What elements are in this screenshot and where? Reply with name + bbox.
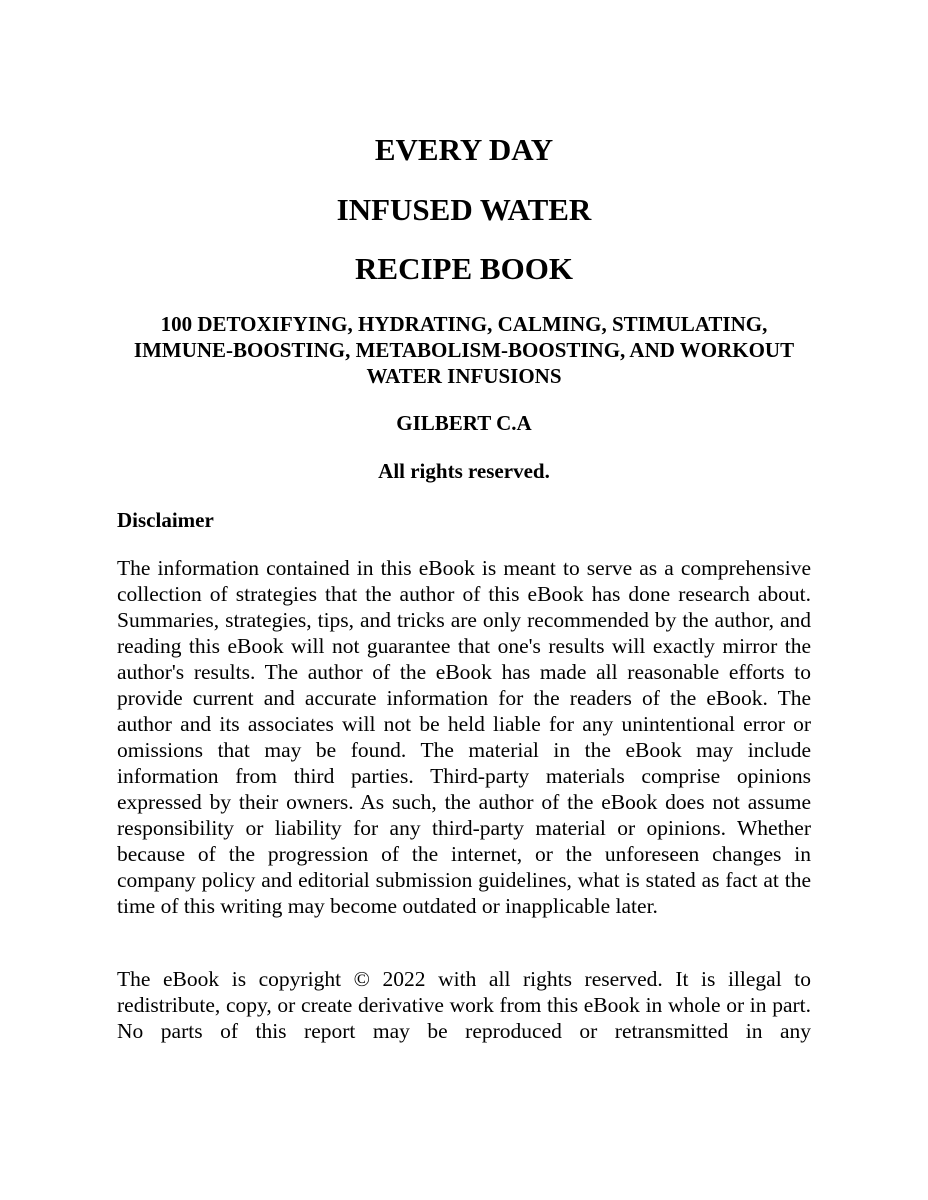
book-title-line-1: EVERY DAY bbox=[374, 132, 554, 167]
copyright-paragraph: The eBook is copyright © 2022 with all rights reserved. It is illegal to redistribute, copy, or create derivative work from this eBook in whole or in part. No parts of this report may be reproduced or retransmitted in any bbox=[117, 967, 811, 1043]
author-name: GILBERT C.A bbox=[396, 411, 532, 435]
book-title-line-2: INFUSED WATER bbox=[336, 192, 592, 227]
disclaimer-paragraph: The information contained in this eBook is meant to serve as a comprehensive collection of strategies that the author of this eBook has done research about. Summaries, strategies, tips, and tricks are only recommended by the author, and reading this eBook will not guarantee that one's results will exactly mirror the author's results. The author of the eBook has made all reasonable efforts to provide current and accurate information for the readers of the eBook. The author and its associates will not be held liable for any unintentional error or omissions that may be found. The material in the eBook may include information from third parties. Third-party materials comprise opinions expressed by their owners. As such, the author of the eBook does not assume responsibility or liability for any third-party material or opinions. Whether because of the progression of the internet, or the unforeseen changes in company policy and editorial submission guidelines, what is stated as fact at the time of this writing may become outdated or inapplicable later. bbox=[117, 556, 811, 918]
disclaimer-heading: Disclaimer bbox=[117, 508, 214, 532]
book-subtitle: 100 DETOXIFYING, HYDRATING, CALMING, STIMULATING, IMMUNE-BOOSTING, METABOLISM-BOOSTING, AND WORKOUT WATER INFUSIONS bbox=[133, 312, 795, 388]
book-title-line-3: RECIPE BOOK bbox=[355, 251, 573, 286]
rights-statement: All rights reserved. bbox=[378, 459, 550, 483]
